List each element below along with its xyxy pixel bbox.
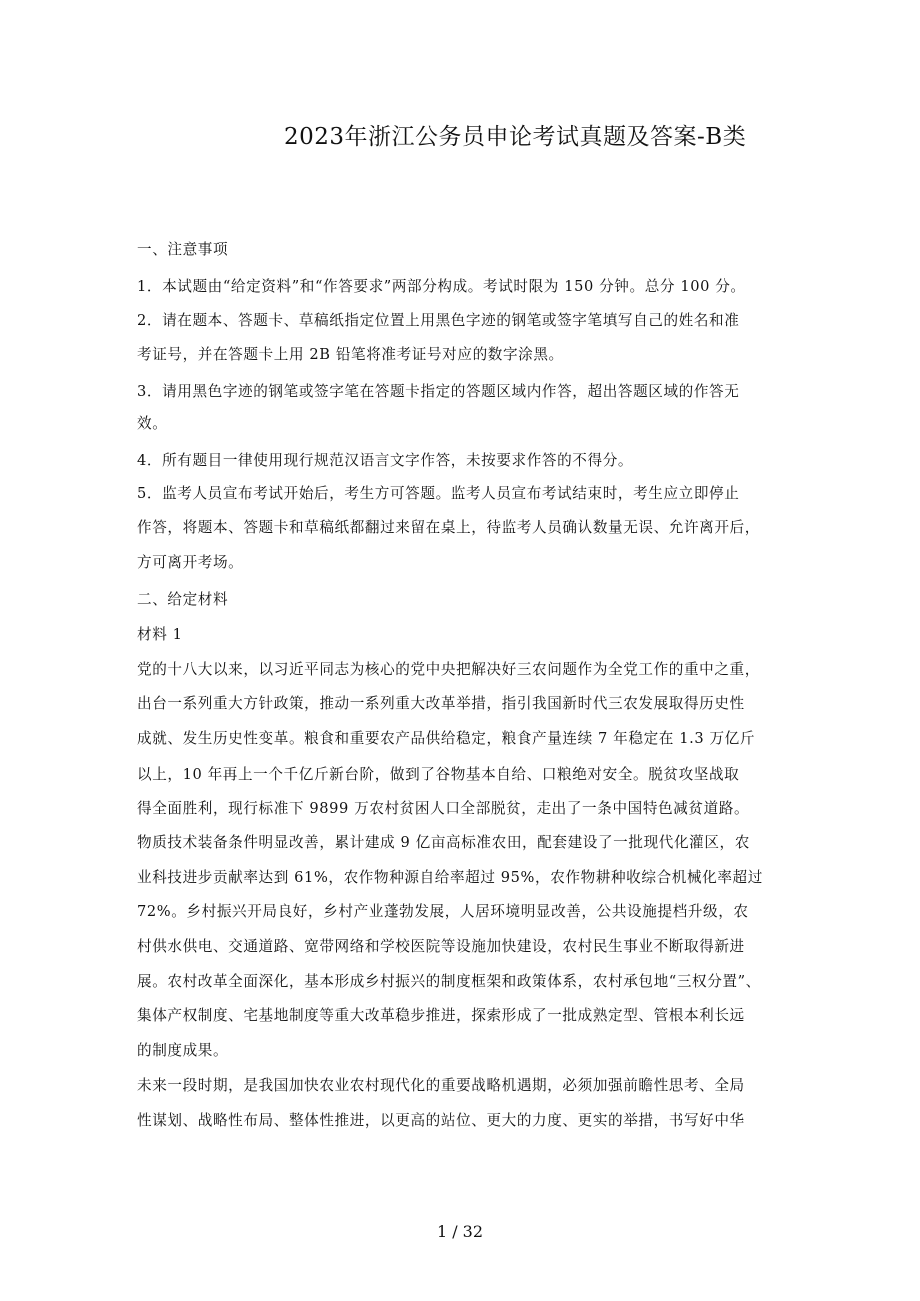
body-line: 方可离开考场。 [137,554,244,571]
body-line: 1．本试题由“给定资料”和“作答要求”两部分构成。考试时限为 150 分钟。总分 100 分。 [137,278,746,295]
body-line: 未来一段时期，是我国加快农业农村现代化的重要战略机遇期，必须加强前瞻性思考、全局 [137,1077,745,1094]
body-line: 5．监考人员宣布考试开始后，考生方可答题。监考人员宣布考试结束时，考生应立即停止 [137,485,740,502]
body-line: 考证号，并在答题卡上用 2B 铅笔将准考证号对应的数字涂黑。 [137,346,564,363]
body-line: 72%。乡村振兴开局良好，乡村产业蓬勃发展，人居环境明显改善，公共设施提档升级，农 [137,903,749,920]
body-line: 作答，将题本、答题卡和草稿纸都翻过来留在桌上，待监考人员确认数量无误、允许离开后， [137,519,760,536]
body-line: 物质技术装备条件明显改善，累计建成 9 亿亩高标准农田，配套建设了一批现代化灌区，农 [137,834,750,851]
body-line: 4．所有题目一律使用现行规范汉语言文字作答，未按要求作答的不得分。 [137,452,634,469]
body-line: 展。农村改革全面深化，基本形成乡村振兴的制度框架和政策体系，农村承包地“三权分置”、 [137,973,761,990]
body-line: 3．请用黑色字迹的钢笔或签字笔在答题卡指定的答题区域内作答，超出答题区域的作答无 [137,383,740,400]
body-line: 业科技进步贡献率达到 61%，农作物种源自给率超过 95%，农作物耕种收综合机械化率超过 [137,869,763,886]
section-heading-materials: 二、给定材料 [137,591,229,608]
page-title: 2023年浙江公务员申论考试真题及答案-B类 [284,124,747,150]
body-line: 性谋划、战略性布局、整体性推进，以更高的站位、更大的力度、更实的举措，书写好中华 [137,1112,745,1129]
body-line: 集体产权制度、宅基地制度等重大改革稳步推进，探索形成了一批成熟定型、管根本利长远 [137,1007,745,1024]
body-line: 2．请在题本、答题卡、草稿纸指定位置上用黑色字迹的钢笔或签字笔填写自己的姓名和准 [137,312,740,329]
body-line: 的制度成果。 [137,1042,229,1059]
body-line: 效。 [137,415,168,432]
body-line: 村供水供电、交通道路、宽带网络和学校医院等设施加快建设，农村民生事业不断取得新进 [137,938,745,955]
body-line: 得全面胜利，现行标准下 9899 万农村贫困人口全部脱贫，走出了一条中国特色减贫道路。 [137,800,750,817]
body-line: 成就、发生历史性变革。粮食和重要农产品供给稳定，粮食产量连续 7 年稳定在 1.3 万亿斤 [137,730,756,747]
body-line: 以上，10 年再上一个千亿斤新台阶，做到了谷物基本自给、口粮绝对安全。脱贫攻坚战取 [137,766,740,783]
page-number: 1 / 32 [436,1222,484,1241]
body-line: 党的十八大以来，以习近平同志为核心的党中央把解决好三农问题作为全党工作的重中之重， [137,661,760,678]
body-line: 出台一系列重大方针政策，推动一系列重大改革举措，指引我国新时代三农发展取得历史性 [137,695,745,712]
material-label: 材料 1 [137,626,183,643]
section-heading-notes: 一、注意事项 [137,241,229,258]
